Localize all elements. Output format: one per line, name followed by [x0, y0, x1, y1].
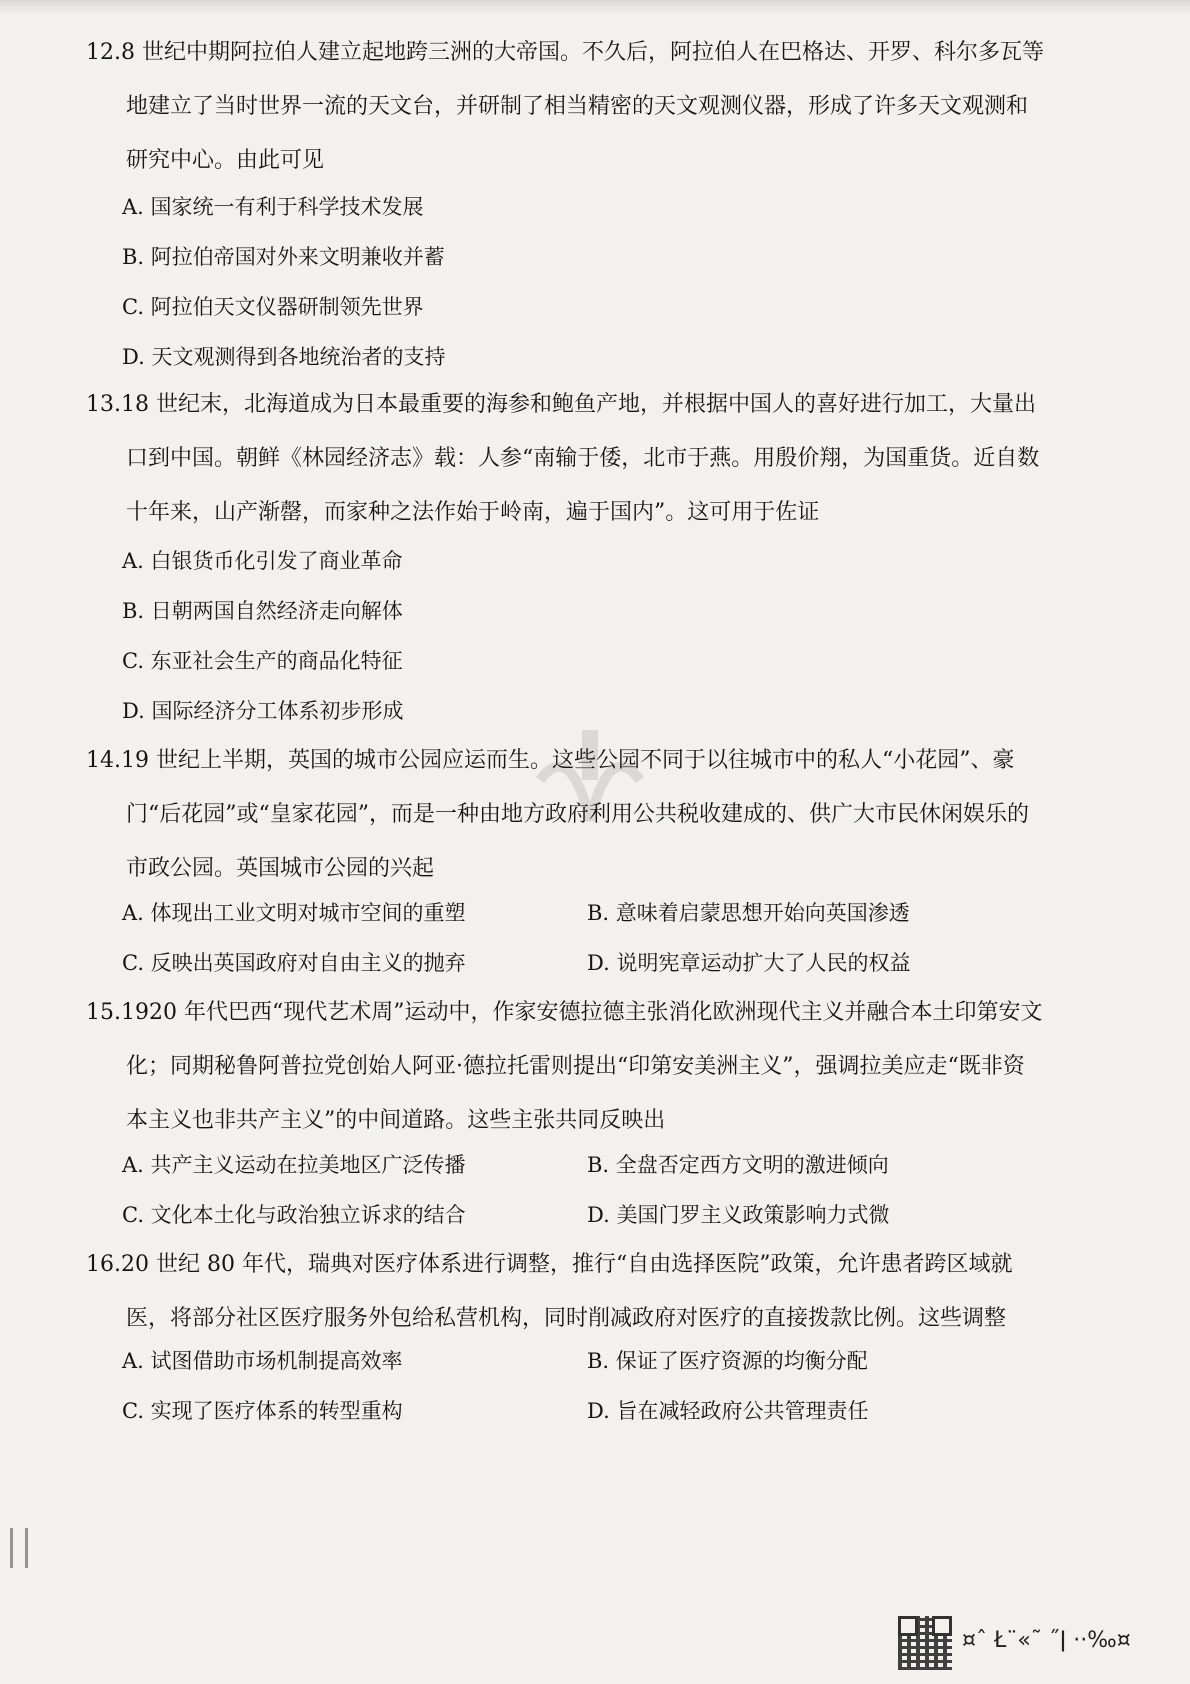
option-b: B. 阿拉伯帝国对外来文明兼收并蓄 [122, 245, 445, 269]
question-stem [86, 734, 1046, 896]
option-d: D. 旨在减轻政府公共管理责任 [587, 1399, 869, 1423]
option-d: D. 国际经济分工体系初步形成 [122, 699, 404, 723]
option-a: A. 体现出工业文明对城市空间的重塑 [122, 901, 466, 925]
option-a: A. 试图借助市场机制提高效率 [122, 1349, 403, 1373]
question-text: 20 世纪 80 年代，瑞典对医疗体系进行调整，推行“自由选择医院”政策，允许患者跨区域就医，将部分社区医疗服务外包给私营机构，同时削减政府对医疗的直接拨款比例。这些调整 [121, 1252, 1013, 1331]
option-c: C. 反映出英国政府对自由主义的抛弃 [122, 951, 466, 975]
question-stem [86, 986, 1046, 1148]
question-stem [86, 378, 1046, 540]
question-number: 15. [86, 1000, 121, 1025]
question-text: 18 世纪末，北海道成为日本最重要的海参和鲍鱼产地，并根据中国人的喜好进行加工，大量出口到中国。朝鲜《林园经济志》载：人参“南输于倭，北市于燕。用殷价翔，为国重货。近自数十年来，山产渐罄，而家种之法作始于岭南，遍于国内”。这可用于佐证 [121, 392, 1040, 525]
option-b: B. 日朝两国自然经济走向解体 [122, 599, 403, 623]
page-top-edge [0, 0, 1190, 14]
question-stem [86, 26, 1046, 188]
option-a: A. 国家统一有利于科学技术发展 [122, 195, 424, 219]
option-b: B. 意味着启蒙思想开始向英国渗透 [587, 901, 910, 925]
question-text: 8 世纪中期阿拉伯人建立起地跨三洲的大帝国。不久后，阿拉伯人在巴格达、开罗、科尔多瓦等地建立了当时世界一流的天文台，并研制了相当精密的天文观测仪器，形成了许多天文观测和研究中心。由此可见 [121, 40, 1044, 173]
option-b: B. 全盘否定西方文明的激进倾向 [587, 1153, 889, 1177]
question-text: 19 世纪上半期，英国的城市公园应运而生。这些公园不同于以往城市中的私人“小花园”、豪门“后花园”或“皇家花园”，而是一种由地方政府利用公共税收建成的、供广大市民休闲娱乐的市政公园。英国城市公园的兴起 [121, 748, 1029, 881]
option-c: C. 实现了医疗体系的转型重构 [122, 1399, 403, 1423]
option-c: C. 阿拉伯天文仪器研制领先世界 [122, 295, 424, 319]
option-a: A. 白银货币化引发了商业革命 [122, 549, 403, 573]
option-b: B. 保证了医疗资源的均衡分配 [587, 1349, 868, 1373]
option-d: D. 天文观测得到各地统治者的支持 [122, 345, 446, 369]
question-number: 14. [86, 748, 121, 773]
option-a: A. 共产主义运动在拉美地区广泛传播 [122, 1153, 466, 1177]
question-number: 13. [86, 392, 121, 417]
question-number: 16. [86, 1252, 121, 1277]
option-c: C. 文化本土化与政治独立诉求的结合 [122, 1203, 466, 1227]
question-number: 12. [86, 40, 121, 65]
option-c: C. 东亚社会生产的商品化特征 [122, 649, 403, 673]
footer-code: ¤ˆ Ł¨«˜ ˝ǀ ··‰¤ [962, 1628, 1131, 1653]
question-stem [86, 1238, 1046, 1346]
option-d: D. 说明宪章运动扩大了人民的权益 [587, 951, 911, 975]
qr-code-icon [898, 1616, 952, 1670]
margin-mark [10, 1528, 28, 1568]
option-d: D. 美国门罗主义政策影响力式微 [587, 1203, 890, 1227]
question-text: 1920 年代巴西“现代艺术周”运动中，作家安德拉德主张消化欧洲现代主义并融合本土印第安文化；同期秘鲁阿普拉党创始人阿亚·德拉托雷则提出“印第安美洲主义”，强调拉美应走“既非资本主义也非共产主义”的中间道路。这些主张共同反映出 [121, 1000, 1043, 1133]
